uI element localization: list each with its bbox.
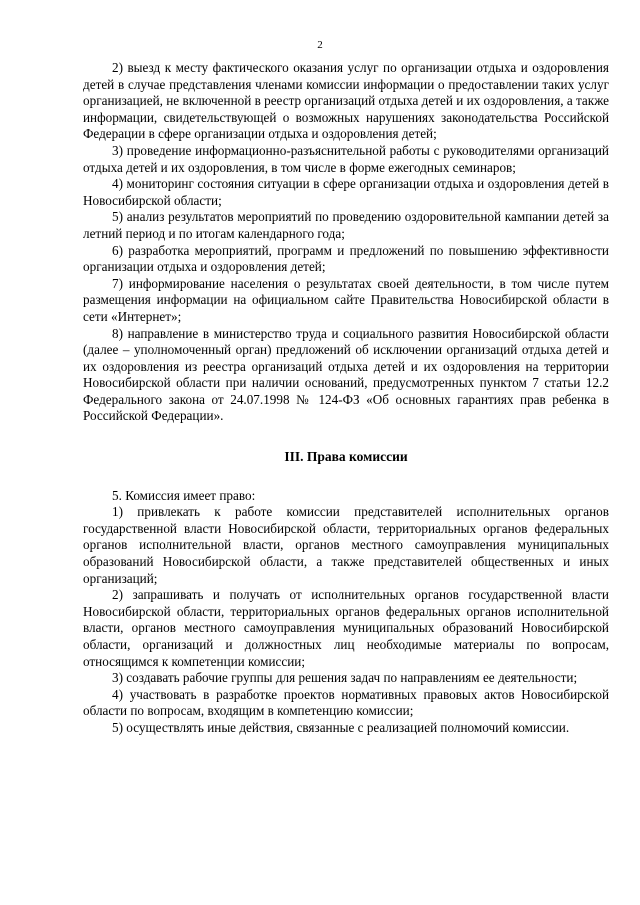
page-number: 2 — [317, 39, 323, 51]
paragraph-right-1: 1) привлекать к работе комиссии представителей исполнительных органов государственной власти Новосибирской области, территориальных органов федеральных органов исполнительной власти, органов местного самоуправления муниципальных образований Новосибирской области, а также представителей общественных и иных организаций; — [83, 504, 609, 586]
paragraph-right-3: 3) создавать рабочие группы для решения задач по направлениям ее деятельности; — [112, 670, 578, 686]
document-body — [83, 60, 609, 737]
paragraph-item-4: 4) мониторинг состояния ситуации в сфере организации отдыха и оздоровления детей в Новосибирской области; — [83, 176, 609, 208]
paragraph-item-8: 8) направление в министерство труда и социального развития Новосибирской области (далее – уполномоченный орган) предложений об исключении организаций отдыха детей и их оздоровления из реестра организаций отдыха детей и их оздоровления на территории Новосибирской области при наличии оснований, предусмотренных пунктом 7 статьи 12.2 Федерального закона от 24.07.1998 № 124-ФЗ «Об основных гарантиях прав ребенка в Российской Федерации». — [83, 325, 609, 424]
paragraph-right-4: 4) участвовать в разработке проектов нормативных правовых актов Новосибирской области по вопросам, входящим в компетенцию комиссии; — [83, 686, 609, 719]
paragraph-item-6: 6) разработка мероприятий, программ и предложений по повышению эффективности организации отдыха и оздоровления детей; — [83, 242, 609, 275]
paragraph-item-2: 2) выезд к месту фактического оказания услуг по организации отдыха и оздоровления детей в случае представления членами комиссии информации о предоставлении таких услуг организацией, не включенной в реестр организаций отдыха детей и их оздоровления, а также информации, свидетельствующей о возможных нарушениях законодательства Российской Федерации в сфере организации отдыха и оздоровления детей; — [83, 60, 609, 142]
paragraph-item-7: 7) информирование населения о результатах своей деятельности, в том числе путем размещения информации на официальном сайте Правительства Новосибирской области в сети «Интернет»; — [83, 275, 609, 324]
paragraph-intro: 5. Комиссия имеет право: — [112, 487, 256, 503]
paragraph-item-5: 5) анализ результатов мероприятий по проведению оздоровительной кампании детей за летний период и по итогам календарного года; — [83, 209, 609, 241]
paragraph-item-3: 3) проведение информационно-разъяснительной работы с руководителями организаций отдыха детей и их оздоровления, в том числе в форме ежегодных семинаров; — [83, 142, 609, 175]
section-heading: III. Права комиссии — [284, 449, 408, 465]
paragraph-right-2: 2) запрашивать и получать от исполнительных органов государственной власти Новосибирской области, территориальных органов федеральных органов исполнительной власти, органов местного самоуправления муниципальных образований Новосибирской области, организаций и должностных лиц необходимые материалы по вопросам, относящимся к компетенции комиссии; — [83, 587, 609, 669]
paragraph-right-5: 5) осуществлять иные действия, связанные с реализацией полномочий комиссии. — [112, 719, 570, 735]
